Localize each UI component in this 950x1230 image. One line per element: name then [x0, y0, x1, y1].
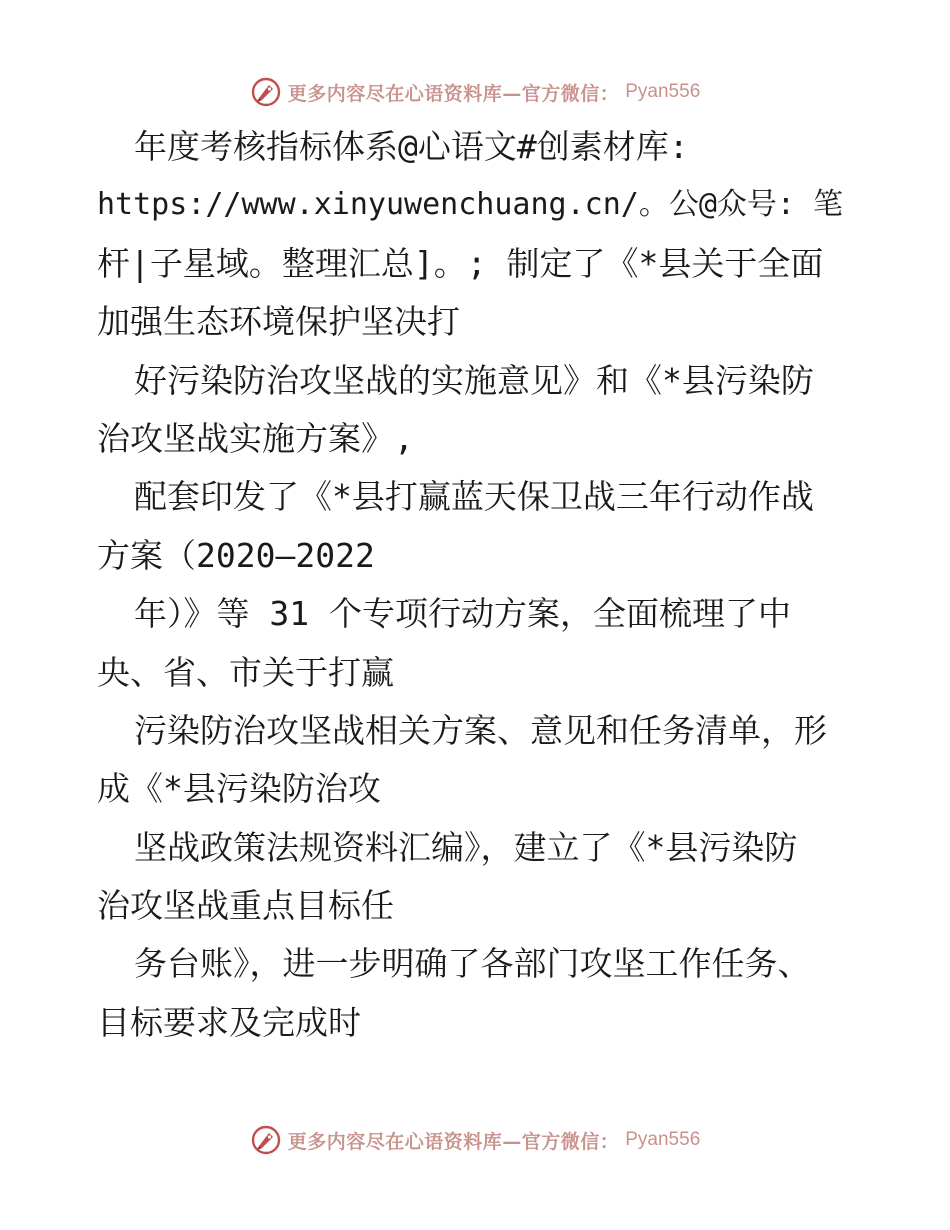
text-line: 方案（2020—2022 — [97, 535, 375, 575]
text-line: 污染防治攻坚战相关方案、意见和任务清单，形 — [134, 710, 827, 750]
text-line: 杆|子星域。整理汇总]。; 制定了《*县关于全面 — [97, 243, 824, 283]
text-line: 年）》等 31 个专项行动方案，全面梳理了中 — [134, 594, 791, 634]
wechat-id: Pyan556 — [625, 81, 701, 102]
footer-banner — [0, 1120, 950, 1160]
text-line: 央、省、市关于打赢 — [97, 652, 394, 692]
text-line: 加强生态环境保护坚决打 — [97, 302, 460, 342]
text-line: 务台账》，进一步明确了各部门攻坚工作任务、 — [134, 944, 811, 984]
text-line: 治攻坚战重点目标任 — [97, 886, 394, 926]
text-line: 坚战政策法规资料汇编》，建立了《*县污染防 — [134, 827, 798, 867]
document-body — [97, 118, 857, 1052]
text-line: 目标要求及完成时 — [97, 1002, 361, 1042]
banner-text: 更多内容尽在心语资料库—官方微信： — [287, 1130, 620, 1153]
text-line: 配套印发了《*县打赢蓝天保卫战三年行动作战 — [134, 477, 814, 517]
text-line: 成《*县污染防治攻 — [97, 769, 381, 809]
banner-text: 更多内容尽在心语资料库—官方微信： — [287, 82, 620, 105]
text-line: 年度考核指标体系@心语文#创素材库: — [134, 127, 689, 166]
wechat-id: Pyan556 — [625, 1129, 701, 1150]
pen-nib-logo-icon — [250, 1124, 282, 1156]
text-line: 好污染防治攻坚战的实施意见》和《*县污染防 — [134, 360, 814, 400]
text-line: 治攻坚战实施方案》, — [97, 418, 414, 458]
text-line: https://www.xinyuwenchuang.cn/。公@众号: 笔 — [97, 187, 844, 223]
header-banner — [0, 72, 950, 112]
pen-nib-logo-icon — [250, 76, 282, 108]
